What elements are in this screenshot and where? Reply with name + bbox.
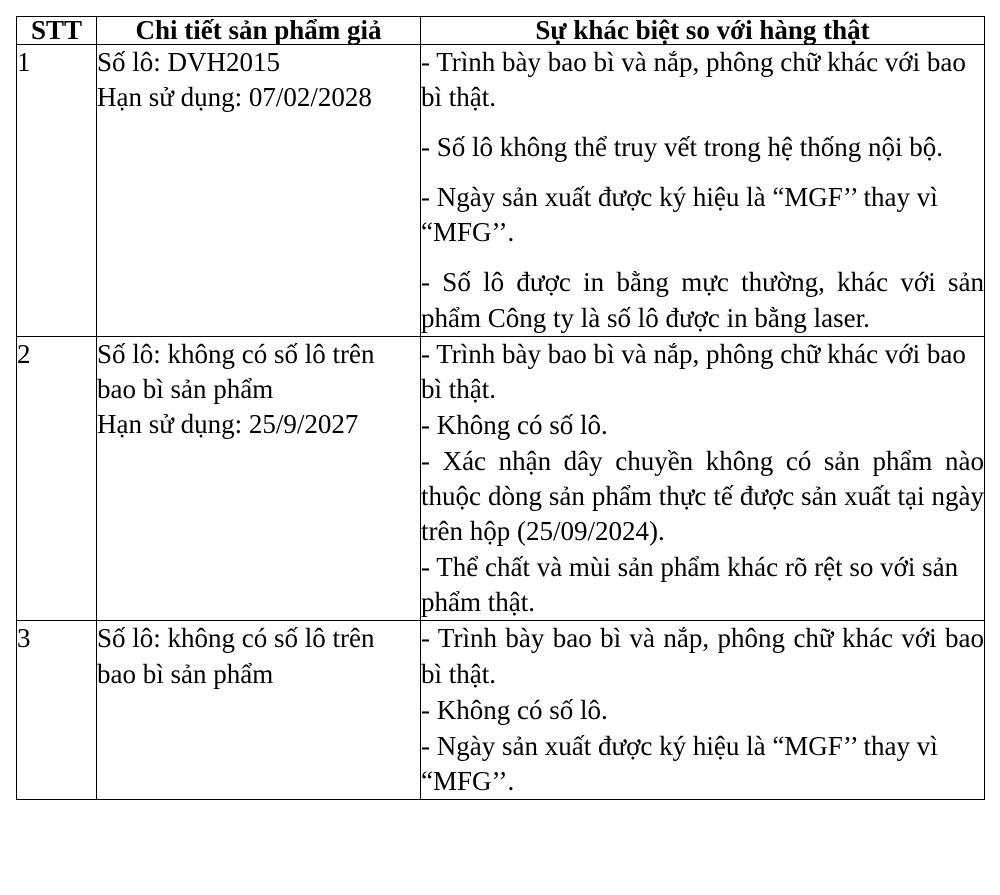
detail-line: bao bì sản phẩm xyxy=(97,658,274,689)
difference-item: - Không có số lô. xyxy=(421,694,608,725)
difference-item: - Ngày sản xuất được ký hiệu là “MGF’’ thay vì “MFG’’. xyxy=(421,182,938,248)
detail-line: Số lô: không có số lô trên xyxy=(97,623,375,654)
difference-item: - Trình bày bao bì và nắp, phông chữ khác với bao bì thật. xyxy=(421,623,984,689)
cell-stt: 3 xyxy=(17,621,97,799)
column-header-difference: Sự khác biệt so với hàng thật xyxy=(421,17,985,45)
difference-item: - Trình bày bao bì và nắp, phông chữ khác với bao bì thật. xyxy=(421,47,966,113)
detail-line: Hạn sử dụng: 25/9/2027 xyxy=(97,408,359,439)
table-row xyxy=(17,45,985,337)
cell-product-detail xyxy=(97,621,421,799)
difference-item: - Không có số lô. xyxy=(421,409,608,440)
column-header-stt: STT xyxy=(17,17,97,45)
cell-difference xyxy=(421,336,985,621)
counterfeit-product-table xyxy=(16,16,985,800)
table-header-row xyxy=(17,17,985,45)
detail-line: bao bì sản phẩm xyxy=(97,373,274,404)
cell-stt: 1 xyxy=(17,45,97,337)
detail-line: Hạn sử dụng: 07/02/2028 xyxy=(97,82,372,113)
cell-difference xyxy=(421,621,985,799)
cell-stt: 2 xyxy=(17,336,97,621)
difference-item: - Ngày sản xuất được ký hiệu là “MGF’’ thay vì “MFG’’. xyxy=(421,730,938,796)
difference-item: - Số lô không thể truy vết trong hệ thống nội bộ. xyxy=(421,132,943,163)
table-row xyxy=(17,621,985,799)
difference-item: - Trình bày bao bì và nắp, phông chữ khác với bao bì thật. xyxy=(421,338,966,404)
cell-product-detail xyxy=(97,45,421,337)
table-header xyxy=(17,17,985,45)
detail-line: Số lô: không có số lô trên xyxy=(97,338,375,369)
table-row xyxy=(17,336,985,621)
detail-line: Số lô: DVH2015 xyxy=(97,47,281,77)
difference-item: - Thể chất và mùi sản phẩm khác rõ rệt so với sản phẩm thật. xyxy=(421,552,959,618)
table-body xyxy=(17,45,985,800)
difference-item: - Xác nhận dây chuyền không có sản phẩm nào thuộc dòng sản phẩm thực tế được sản xuất tại ngày trên hộp (25/09/2024). xyxy=(421,445,984,547)
difference-item: - Số lô được in bằng mực thường, khác với sản phẩm Công ty là số lô được in bằng laser. xyxy=(421,267,984,333)
column-header-detail: Chi tiết sản phẩm giả xyxy=(97,17,421,45)
cell-product-detail xyxy=(97,336,421,621)
cell-difference xyxy=(421,45,985,337)
